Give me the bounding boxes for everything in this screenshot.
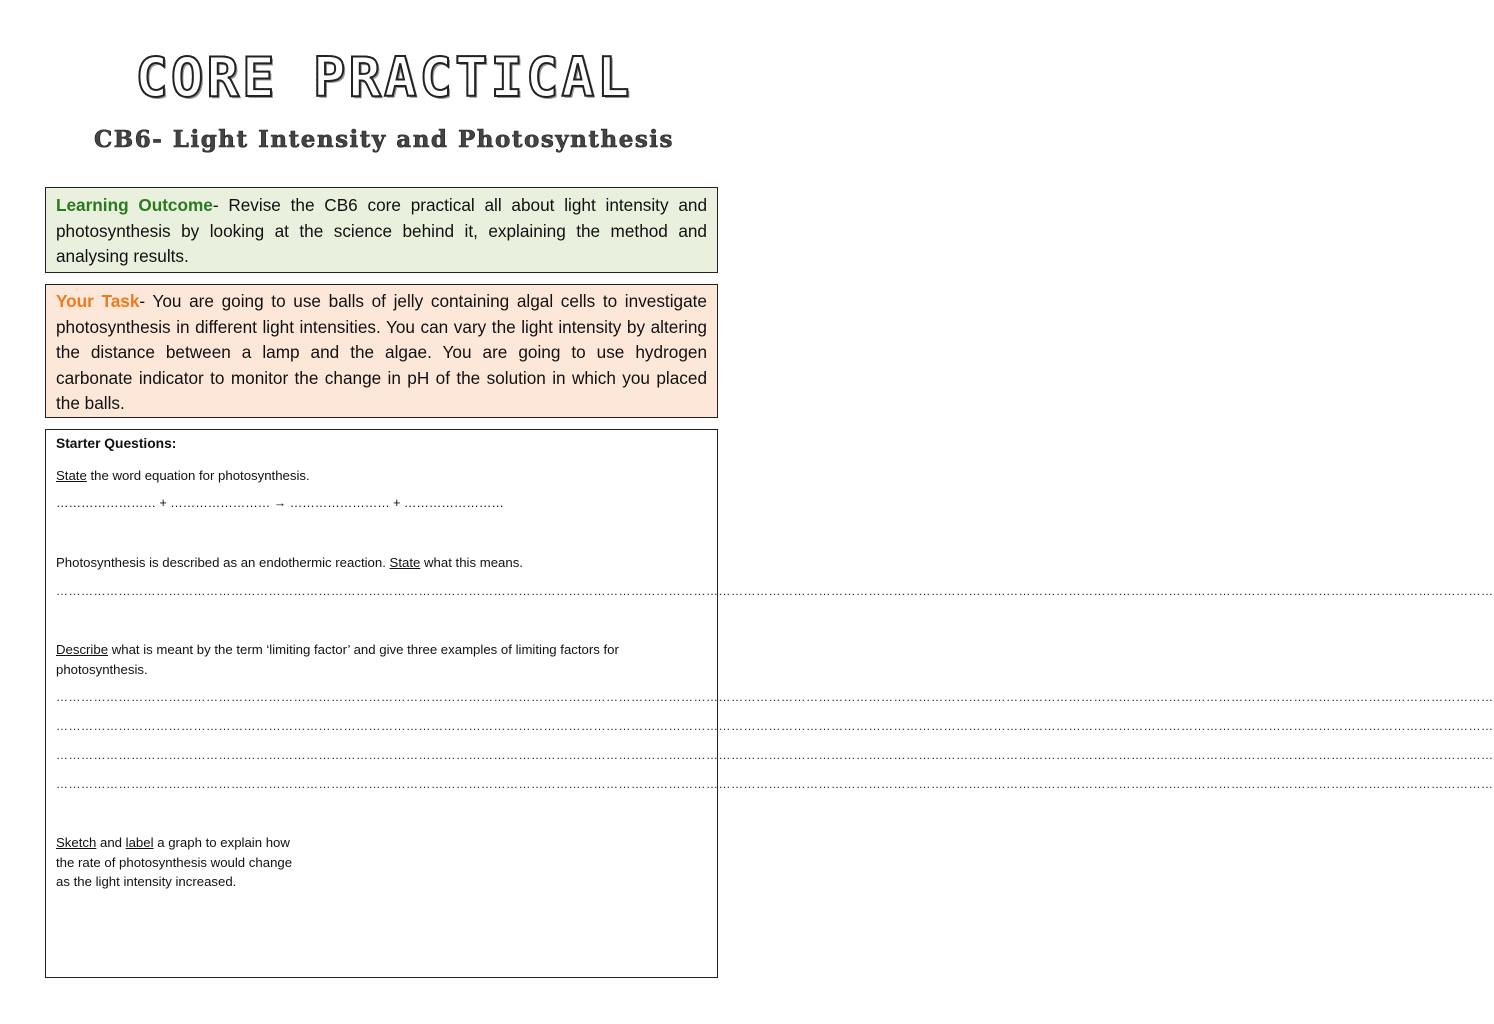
- q1-text: the word equation for photosynthesis.: [86, 468, 310, 483]
- q4-keyword-label: label: [125, 835, 154, 850]
- question-3: [56, 640, 707, 679]
- starter-questions-box: [45, 429, 1494, 978]
- q3-keyword: Describe: [56, 642, 109, 657]
- q3-text: what is meant by the term ‘limiting factor’ and give three examples of limiting factors for photosynthesis.: [56, 642, 619, 677]
- q3-answer-line-1[interactable]: …………………………………………………………………………………………………………………………………………………………………………………………………………………………………………………………………………………………………………………: [56, 690, 1494, 704]
- q2-text-after: what this means.: [420, 555, 523, 570]
- starter-questions-title: Starter Questions:: [56, 436, 177, 451]
- your-task-label: Your Task: [56, 291, 140, 311]
- question-1: [56, 466, 707, 486]
- question-4: [56, 833, 707, 892]
- your-task-box: [45, 284, 718, 418]
- q1-keyword: State: [56, 468, 87, 483]
- learning-outcome-text: - Revise the CB6 core practical all about light intensity and photosynthesis by looking at the science behind it, explaining the method and analysing results.: [56, 195, 707, 266]
- question-2: [56, 553, 707, 573]
- q3-answer-line-3[interactable]: …………………………………………………………………………………………………………………………………………………………………………………………………………………………………………………………………………………………………………………: [56, 748, 1494, 762]
- learning-outcome-label: Learning Outcome: [56, 195, 213, 215]
- page-subtitle: CB6- Light Intensity and Photosynthesis: [94, 126, 674, 153]
- q2-keyword: State: [389, 555, 421, 570]
- q4-keyword-sketch: Sketch: [56, 835, 97, 850]
- q4-line2: the rate of photosynthesis would change: [56, 854, 293, 870]
- word-equation-blank[interactable]: …………………… + …………………… → …………………… + ……………………: [56, 496, 504, 510]
- q3-answer-line-2[interactable]: …………………………………………………………………………………………………………………………………………………………………………………………………………………………………………………………………………………………………………………: [56, 719, 1494, 733]
- learning-outcome-box: [45, 187, 718, 273]
- q4-line1-rest: a graph to explain how: [153, 835, 290, 850]
- page-title: CORE PRACTICAL: [0, 46, 768, 109]
- q3-answer-line-4[interactable]: …………………………………………………………………………………………………………………………………………………………………………………………………………………………………………………………………………………………………………………: [56, 777, 1494, 791]
- q2-answer-line[interactable]: …………………………………………………………………………………………………………………………………………………………………………………………………………………………………………………………………………………………………………………: [56, 584, 1494, 598]
- q2-text-before: Photosynthesis is described as an endothermic reaction.: [56, 555, 390, 570]
- q4-line3: as the light intensity increased.: [56, 874, 237, 889]
- q4-mid: and: [96, 835, 126, 850]
- your-task-text: - You are going to use balls of jelly containing algal cells to investigate photosynthesis in different light intensities. You can vary the light intensity by altering the distance between a lamp and the algae. You are going to use hydrogen carbonate indicator to monitor the change in pH of the solution in which you placed the balls.: [56, 291, 707, 413]
